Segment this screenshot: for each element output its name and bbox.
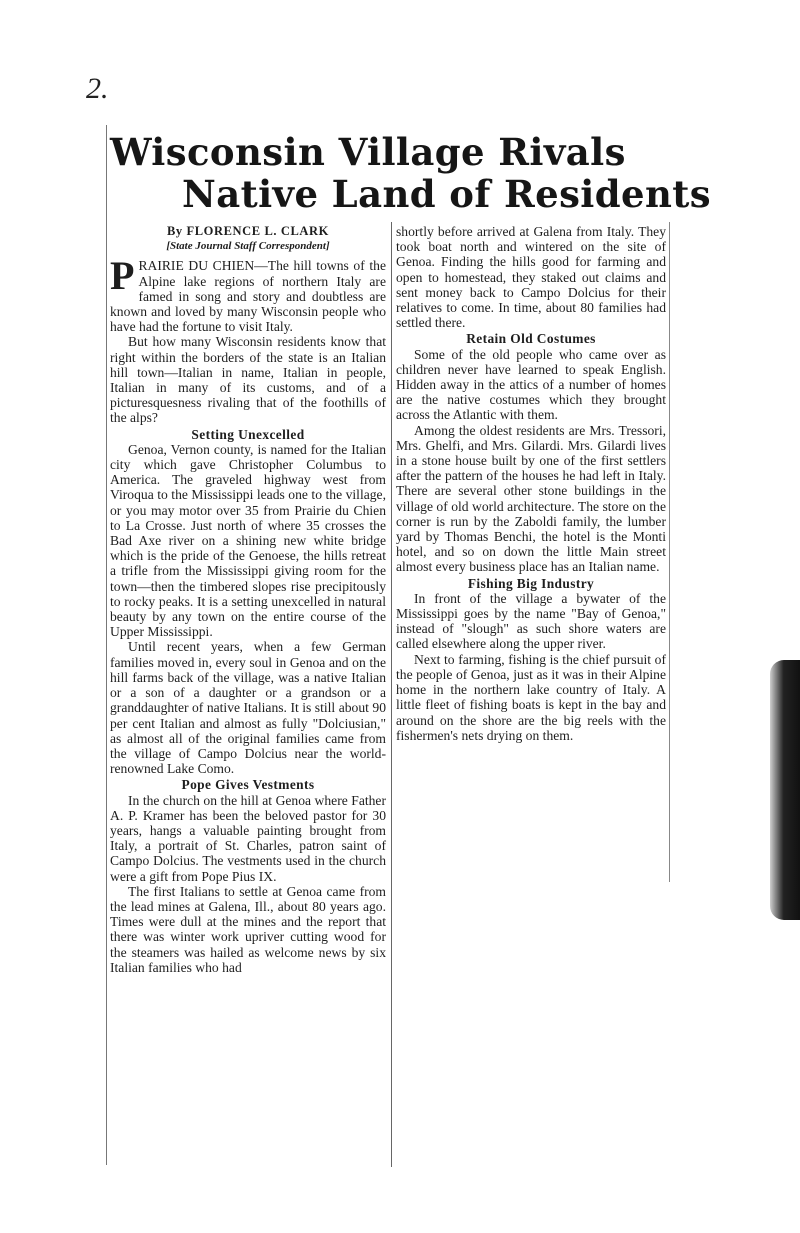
article-column-left [110, 224, 386, 975]
headline-line-2: Native Land of Residents [182, 172, 711, 216]
subhead-retain-old-costumes: Retain Old Costumes [466, 331, 596, 347]
page-number: 2. [86, 72, 109, 105]
article-column-right [396, 224, 666, 743]
subhead-setting-unexcelled: Setting Unexcelled [191, 426, 305, 442]
clipping-left-border [106, 125, 107, 1165]
article-paragraph: Until recent years, when a few German families moved in, every soul in Genoa and on the hill farms back of the village, was a native Italian or a son of a daughter or a grandson or a granddaughter of native Italians. It is still about 90 per cent Italian and almost as fully "Dolciusian," as almost all of the original families came from the village of Campo Dolcius near the world-renowned Lake Como. [110, 639, 386, 777]
lead-paragraph [110, 253, 386, 335]
subhead-fishing-big-industry: Fishing Big Industry [467, 575, 595, 591]
clipping-right-border [669, 222, 670, 882]
article-paragraph: But how many Wisconsin residents know that right within the borders of the state is an Italian hill town—Italian in name, Italian in people, Italian in many of its customs, and of a picturesquesness rivaling that of the foothills of the alps? [110, 334, 386, 426]
lead-paragraph-text: RAIRIE DU CHIEN—The hill towns of the Alpine lake regions of northern Italy are famed in song and story and doubtless are known and loved by many Wisconsin people who have had the fortune to visit Italy. [110, 258, 386, 335]
headline-line-1: Wisconsin Village Rivals [110, 130, 626, 174]
article-paragraph: Genoa, Vernon county, is named for the Italian city which gave Christopher Columbus to America. The graveled highway west from Viroqua to the Mississippi leads one to the village, or you may motor over 35 from Prairie du Chien to La Crosse. Just north of where 35 crosses the Bad Axe river on a shining new white bridge which is the pride of the Genoese, the hills retreat a trifle from the Mississippi giving room for the town—then the timbered slopes rise precipitously to rocky peaks. It is a setting unexcelled in natural beauty by any town on the entire course of the Upper Mississippi. [110, 441, 386, 640]
dropcap: P [110, 253, 135, 299]
article-paragraph-continued: shortly before arrived at Galena from Italy. They took boat north and wintered on the site of Genoa. Finding the hills good for farming and open to homestead, they staked out claims and sent money back to Campo Dolcius for their relatives to come. In time, about 80 families had settled there. [396, 224, 666, 331]
subhead-pope-gives-vestments: Pope Gives Vestments [181, 777, 315, 793]
article-paragraph: Among the oldest residents are Mrs. Tressori, Mrs. Ghelfi, and Mrs. Gilardi. Mrs. Gilardi lives in a stone house built by one of the first settlers after the pattern of the houses he had left in Italy. There are several other stone buildings in the village of old world architecture. The store on the corner is run by the Zaboldi family, the lumber yard by Thomas Benchi, the hotel is the Monti hotel, and so on down the little Main street almost every business place has an Italian name. [396, 422, 666, 575]
article-paragraph: In the church on the hill at Genoa where Father A. P. Kramer has been the beloved pastor for 30 years, hangs a valuable painting brought from Italy, a portrait of St. Charles, patron saint of Campo Dolcius. The vestments used in the church were a gift from Pope Pius IX. [110, 792, 386, 884]
column-divider [391, 222, 392, 1167]
byline: By FLORENCE L. CLARK [166, 224, 330, 238]
byline-affiliation: [State Journal Staff Correspondent] [166, 240, 330, 253]
article-paragraph: Some of the old people who came over as children never have learned to speak English. Hidden away in the attics of a number of homes are the native costumes which they brought across the Atlantic with them. [396, 346, 666, 423]
page-edge-shadow [770, 660, 800, 920]
article-paragraph: In front of the village a bywater of the Mississippi goes by the name "Bay of Genoa," instead of "slough" as such shore waters are called elsewhere along the upper river. [396, 590, 666, 652]
article-paragraph: The first Italians to settle at Genoa came from the lead mines at Galena, Ill., about 80 years ago. Times were dull at the mines and the report that there was winter work upriver cutting wood for the steamers was hailed as welcome news by six Italian families who had [110, 883, 386, 975]
article-paragraph: Next to farming, fishing is the chief pursuit of the people of Genoa, just as it was in their Alpine home in the northern lake country of Italy. A little fleet of fishing boats is kept in the bay and around on the shore are the big reels with the fishermen's nets drying on them. [396, 651, 666, 743]
